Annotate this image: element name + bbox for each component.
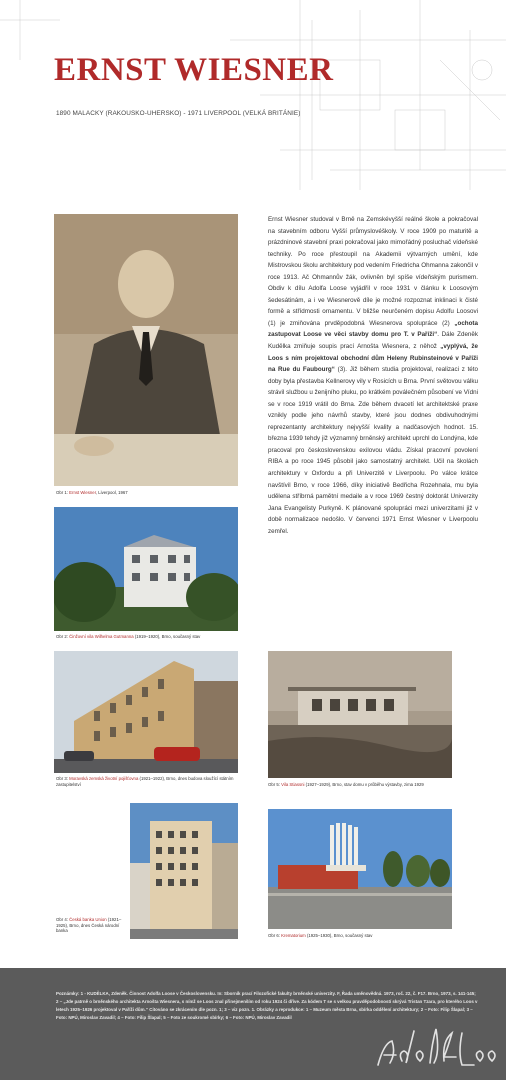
caption-2: Obr 2: Činžovní vila Wilhelma Gutmanna (1919–1920), Brno, současný stav (56, 634, 201, 639)
caption-6: Obr 6: Krematorium (1925–1930), Brno, současný stav (268, 933, 373, 938)
footer-band (0, 968, 506, 1080)
footnotes: Poznámky: 1 - KUDĚLKA, Zdeněk. Činnost Adolfa Loose v Československu. In: Sborník prací Filozofické fakulty brněnské univerzity. F, Řada uměnovědná. 1973, roč. 22, č. F17. Brno, 1973, s. 141-145; 2 – „Jde patrně o brněnského architekta Arnošta Wiesnera, s nímž se Loos znal přinejmenším od roku 1924 či dříve. Za kódem T se s velkou pravděpodobností skrývá Tristan Tzara, pro kterého Loos v letech 1925–1926 projektoval v Paříži dům.“ Citováno se zkrácením dle pozn. 1; 3 – viz pozn. 1. Obrázky a reprodukce: 1 – Muzeum města Brna, sbírka oddělení architektury; 2 – Foto: Filip Šlapal; 3 – Foto: NPÚ, Miroslav Zavadil; 4 – Foto: Filip Šlapal; 5 – Foto ze soukromé sbírky; 6 – Foto: NPÚ, Miroslav Zavadil (56, 991, 478, 1020)
bank-union-photo (130, 803, 238, 939)
villa-gutmann-photo (54, 507, 238, 631)
blueprint-background (0, 0, 506, 190)
caption-3: Obr 3: Moravská zemská životní pojišťovna (1921–1922), Brno, dnes budova sloužící státním zastupitelství (56, 776, 234, 787)
insurance-building-photo (54, 651, 238, 773)
adolf-loos-signature (370, 1013, 500, 1073)
caption-4: Obr 4: Česká banka Union (1921–1925), Brno, dnes Česká národní banka (56, 917, 122, 934)
page-title: ERNST WIESNER (54, 52, 334, 88)
villa-stiassni-photo (268, 651, 452, 778)
crematorium-photo (268, 809, 452, 929)
portrait-photo (54, 214, 238, 486)
life-dates: 1890 MALACKY (RAKOUSKO-UHERSKO) - 1971 LIVERPOOL (VELKÁ BRITÁNIE) (56, 110, 301, 117)
caption-1: Obr 1: Ernst Wiesner, Liverpool, 1967 (56, 490, 128, 495)
biography-text: Ernst Wiesner studoval v Brně na Zemskévyšší reálné škole a pokračoval na stavebním odboru Vyšší průmyslovéškoly. V roce 1909 po maturitě a prázdninové stavební praxi pokračoval jako mimořádný posluchač vídeňské techniky. Po roce přestoupil na Akademii výtvarných umění, kde Mistrovskou školu architektury pod vedením Friedricha Ohmanna zakončil v roce 1913. Ač Ohmannův žák, ovlivněn byl spíše vídeňským purismem. Obdiv k dílu Adolfa Loose vyjádřil v roce 1931 v článku k Loosovým šedesátinám, a i ve Wiesnerově díle je možné rozpoznat inklinaci k čisté formě a střídmosti ornamentu. V bližše neurčeném dopisu Adolfu Loosovi (1) je zmiňována prvděpodobná Wiesnerova spolupráce (2) „ochota zastupovat Loose ve věci stavby domu pro T. v Paříži“. Dále Zdeněk Kudělka zmiňuje soupis prací Arnošta Wiesnera, z něhož „vyplývá, že Loos s ním projektoval obchodní dům Heleny Rubinsteinové v Paříži na Rue du Faubourg“ (3). Již během studia projektoval, realizaci z této doby byla přestavba Kellnerovy vily v Rosicích u Brna. První světovou válku strávil službou u ženijního pluku, po krátkém poválečném působení ve Vídni se v roce 1919 vrátil do Brna. Zde během dvacetí let architektské praxe vznikly podle jeho návrhů stavby, které jsou dodnes obdivuhodnými reprezentanty architektury nejvyšší kvality a nadčasových hodnot. 15. března 1939 tehdy již významný brněnský architekt uprchl do Londýna, kde pracoval pro československou exilovou vládu. Získal pracovní povolení RIBA a po roce 1945 působil jako samostatný architekt. Učil na školách architektury v Oxfordu a při Univerzitě v Liverpoolu. Po válce krátce navštívil Brno, v roce 1966, díky iniciativě Bedřicha Rozehnala, mu byla udělena stříbrná pamětní medaile a v roce 1969 čestný doktorát Univerzity Jana Evangelisty Purkyně. K plánované spolupráci mezi univerzitami již v době normalizace nedošlo. V červenci 1971 Ernst Wiesner v Liverpoolu zemřel. (268, 216, 478, 535)
caption-5: Obr 5: Vila Stiassni (1927–1929), Brno, stav domu v průběhu výstavby, zima 1929 (268, 782, 424, 787)
